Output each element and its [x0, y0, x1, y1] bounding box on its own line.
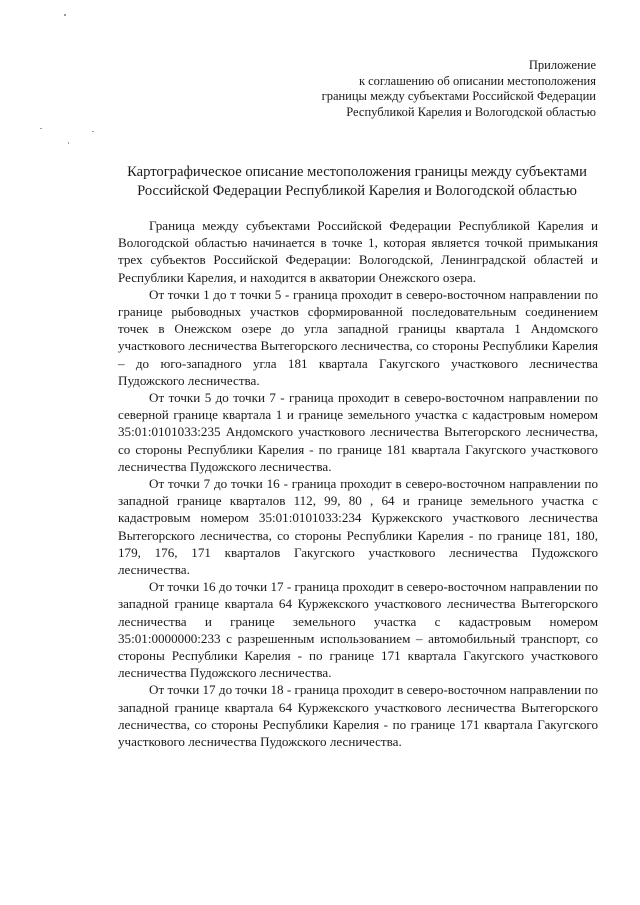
annex-line: границы между субъектами Российской Федерации — [321, 89, 596, 103]
scan-speck — [92, 131, 94, 132]
title-line: Картографическое описание местоположения границы между субъектами — [127, 164, 587, 180]
annex-header — [276, 58, 596, 120]
annex-line: Республикой Карелия и Вологодской областью — [346, 104, 596, 119]
paragraph: От точки 5 до точки 7 - граница проходит в северо-восточном направлении по северной границе квартала 1 и границе земельного участка с кадастровым номером 35:01:0101033:235 Андомского участкового лесничества Вытегорского лесничества, со стороны Республики Карелия - по границе 181 квартала Гакугского участкового лесничества Пудожского лесничества. — [118, 390, 598, 474]
paragraph: От точки 1 до т точки 5 - граница проходит в северо-восточном направлении по границе рыбоводных участков сформированной последовательным соединением точек в Онежском озере до угла западной границы квартала 1 Андомского участкового лесничества Вытегорского лесничества, со стороны Республики Карелия – до юго-западного угла 181 квартала Гакугского участкового лесничества Пудожского лесничества. — [118, 286, 598, 388]
scan-speck — [64, 14, 66, 16]
scan-speck — [40, 128, 42, 129]
document-title — [92, 163, 622, 201]
paragraph: Граница между субъектами Российской Федерации Республикой Карелия и Вологодской областью начинается в точке 1, которая является точкой примыкания трех субъектов Российской Федерации: Вологодской, Ленинградской областей и Республики Карелия, и находится в акватории Онежского озера. — [118, 218, 598, 285]
paragraph: От точки 17 до точки 18 - граница проходит в северо-восточном направлении по западной границе квартала 64 Куржекского участкового лесничества Вытегорского лесничества, со стороны Республики Карелия - по границе 171 квартала Гакугского участкового лесничества Пудожского лесничества. — [118, 682, 598, 750]
annex-line: Приложение — [528, 58, 596, 72]
paragraph: От точки 7 до точки 16 - граница проходит в северо-восточном направлении по западной границе кварталов 112, 99, 80 , 64 и границе земельного участка с кадастровым номером 35:01:0101033:234 Куржекского участкового лесничества Вытегорского лесничества, со стороны Республики Карелия - по границе 181, 180, 179, 176, 171 кварталов Гакугского участкового лесничества Пудожского лесничества. — [118, 476, 598, 578]
paragraph: От точки 16 до точки 17 - граница проходит в северо-восточном направлении по западной границе квартала 64 Куржекского участкового лесничества Вытегорского лесничества и границе земельного участка с кадастровым номером 35:01:0000000:233 с разрешенным использованием – автомобильный транспорт, со стороны Республики Карелия - по границе 171 квартала Гакугского участкового лесничества Пудожского лесничества. — [118, 579, 598, 681]
annex-line: к соглашению об описании местоположения — [358, 73, 596, 88]
document-body — [118, 217, 598, 750]
title-line: Российской Федерации Республикой Карелия и Вологодской областью — [137, 183, 577, 199]
scan-speck — [68, 142, 69, 144]
